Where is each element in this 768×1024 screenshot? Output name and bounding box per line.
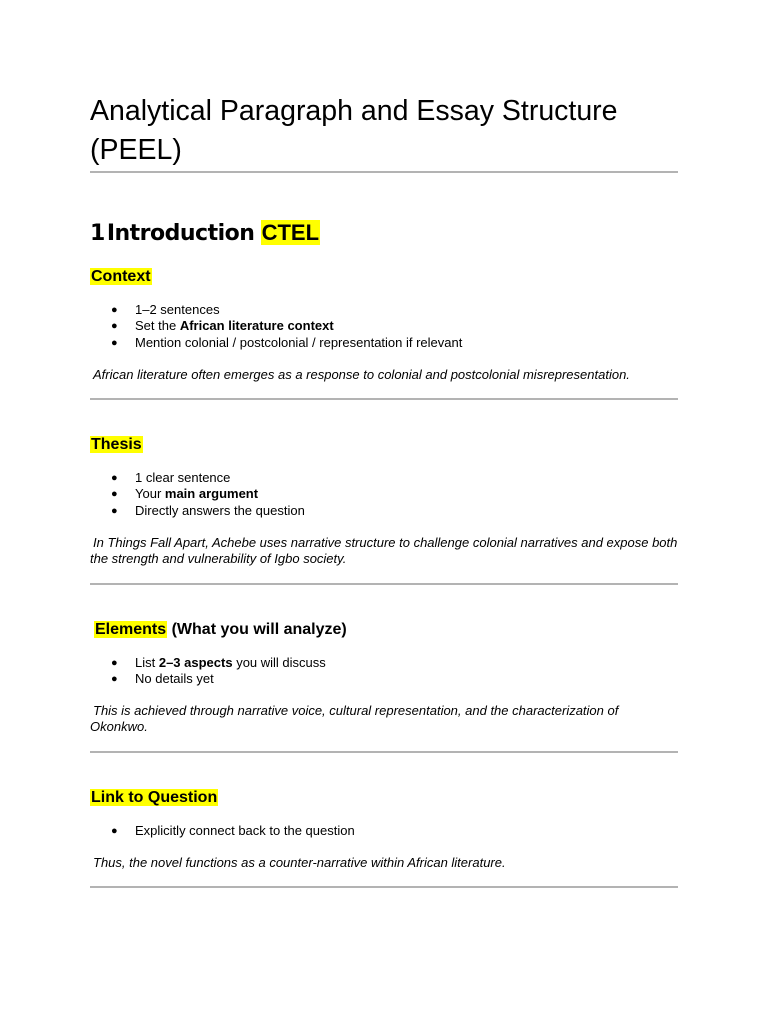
- introduction-heading: [90, 219, 320, 248]
- link-heading-label: Link to Question: [91, 789, 218, 806]
- thesis-heading-label: Thesis: [91, 436, 142, 453]
- list-item: ● 1 clear sentence: [111, 470, 231, 485]
- thesis-bullets: [90, 470, 305, 519]
- list-item: ● Mention colonial / postcolonial / representation if relevant: [111, 334, 463, 350]
- elements-heading-label: Elements: [95, 621, 167, 638]
- bullet-icon: ●: [111, 472, 118, 484]
- link-bullets: [90, 823, 355, 839]
- thesis-example: In Things Fall Apart, Achebe uses narrative structure to challenge colonial narratives and expose both the strength and vulnerability of Igbo society.: [90, 535, 678, 567]
- section-divider: [90, 751, 678, 753]
- bullet-icon: ●: [111, 825, 118, 837]
- elements-bullets: [90, 655, 326, 688]
- bullet-icon: ●: [111, 504, 118, 517]
- context-bullets: [90, 302, 462, 351]
- context-example: African literature often emerges as a response to colonial and postcolonial misrepresentation.: [93, 367, 630, 382]
- bullet-icon: ●: [111, 320, 118, 333]
- list-item: ● List 2–3 aspects you will discuss: [111, 655, 326, 670]
- thesis-heading: [90, 434, 143, 456]
- list-item: ● Your main argument: [111, 486, 259, 502]
- title-divider: [90, 171, 678, 173]
- list-item: ● 1–2 sentences: [111, 302, 220, 317]
- context-heading: [90, 266, 152, 288]
- page-title: Analytical Paragraph and Essay Structure (PEEL): [90, 95, 618, 166]
- link-example: Thus, the novel functions as a counter-narrative within African literature.: [93, 855, 506, 870]
- bullet-icon: ●: [111, 673, 118, 686]
- context-heading-label: Context: [91, 268, 151, 285]
- list-item: ● Explicitly connect back to the question: [111, 823, 355, 838]
- elements-heading: Elements (What you will analyze): [95, 621, 347, 638]
- list-item: ● No details yet: [111, 671, 214, 687]
- section-label: Introduction: [106, 221, 255, 246]
- section-number: 1: [90, 221, 105, 246]
- bullet-icon: ●: [111, 488, 118, 501]
- bullet-icon: ●: [111, 657, 118, 669]
- link-heading: [90, 787, 218, 809]
- section-divider: [90, 398, 678, 400]
- section-divider: [90, 886, 678, 888]
- bullet-icon: ●: [111, 304, 118, 316]
- list-item: ● Directly answers the question: [111, 502, 305, 518]
- bullet-icon: ●: [111, 336, 118, 349]
- ctel-tag: CTEL: [261, 220, 320, 245]
- list-item: ● Set the African literature context: [111, 318, 334, 334]
- elements-example: This is achieved through narrative voice, cultural representation, and the characterization of Okonkwo.: [90, 703, 619, 735]
- section-divider: [90, 583, 678, 585]
